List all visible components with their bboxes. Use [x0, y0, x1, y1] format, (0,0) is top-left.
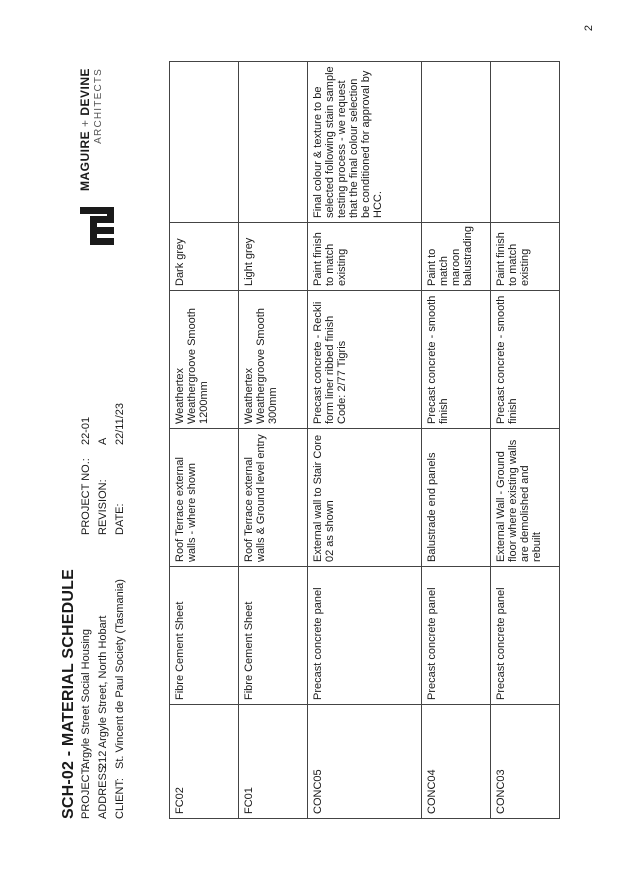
- client-line: [112, 579, 129, 819]
- cell-location: External Wall - Ground floor where existing walls are demolished and rebuilt: [491, 429, 560, 567]
- cell-location: Roof Terrace external walls - where shown: [170, 429, 239, 567]
- date-value: 22/11/23: [114, 402, 126, 445]
- cell-notes: [239, 62, 308, 223]
- cell-location: Balustrade end panels: [422, 429, 491, 567]
- address-label: ADDRESS:: [97, 762, 109, 819]
- cell-colour: Dark grey: [170, 223, 239, 291]
- table-row: [239, 62, 308, 819]
- project-value: Argyle Street Social Housing: [80, 628, 92, 769]
- cell-material: Fibre Cement Sheet: [239, 567, 308, 705]
- table-row: [491, 62, 560, 819]
- cell-material: Precast concrete panel: [308, 567, 422, 705]
- cell-location: External wall to Stair Core 02 as shown: [308, 429, 422, 567]
- project-no-value: 22-01: [80, 416, 92, 445]
- schedule-title: SCH-02 - MATERIAL SCHEDULE: [60, 569, 77, 819]
- cell-material: Precast concrete panel: [422, 567, 491, 705]
- revision-value: A: [97, 437, 109, 445]
- project-label: PROJECT:: [80, 765, 92, 819]
- cell-code: FC02: [170, 705, 239, 819]
- cell-colour: Light grey: [239, 223, 308, 291]
- client-value: St. Vincent de Paul Society (Tasmania): [114, 579, 126, 769]
- cell-colour: Paint to match maroon balustrading: [422, 223, 491, 291]
- revision-line: [95, 403, 112, 535]
- table-row: [170, 62, 239, 819]
- address-value: 212 Argyle Street, North Hobart: [97, 615, 109, 769]
- cell-code: CONC04: [422, 705, 491, 819]
- cell-material: Fibre Cement Sheet: [170, 567, 239, 705]
- project-line: [78, 579, 95, 819]
- mjd-monogram-icon: [76, 199, 118, 247]
- address-line: [95, 579, 112, 819]
- cell-code: CONC05: [308, 705, 422, 819]
- date-label: DATE:: [114, 503, 126, 535]
- cell-finish: Precast concrete - Reckli form liner ribbed finish Code: 2/77 Tigris: [308, 291, 422, 429]
- company-logo: [72, 67, 122, 247]
- logo-plus: +: [78, 119, 92, 127]
- revision-details: [78, 403, 129, 535]
- cell-location: Roof Terrace external walls & Ground level entry: [239, 429, 308, 567]
- cell-finish: Weathertex Weathergroove Smooth 1200mm: [170, 291, 239, 429]
- project-no-line: [78, 403, 95, 535]
- logo-wordmark: [78, 68, 104, 191]
- cell-colour: Paint finish to match existing: [491, 223, 560, 291]
- cell-finish: Precast concrete - smooth finish: [422, 291, 491, 429]
- page-number: 2: [583, 24, 596, 32]
- revision-label: REVISION:: [97, 479, 109, 535]
- material-schedule-table: [169, 61, 560, 819]
- client-label: CLIENT:: [114, 778, 126, 819]
- date-line: [112, 403, 129, 535]
- cell-code: FC01: [239, 705, 308, 819]
- cell-finish: Precast concrete - smooth finish: [491, 291, 560, 429]
- cell-colour: Paint finish to match existing: [308, 223, 422, 291]
- logo-subtitle: ARCHITECTS: [93, 67, 104, 144]
- logo-brand: [78, 68, 92, 191]
- cell-notes: [422, 62, 491, 223]
- table-row: [422, 62, 491, 819]
- cell-finish: Weathertex Weathergroove Smooth 300mm: [239, 291, 308, 429]
- project-no-label: PROJECT NO.:: [80, 458, 92, 535]
- cell-code: CONC03: [491, 705, 560, 819]
- cell-notes: Final colour & texture to be selected following stain sample testing process - we request that the final colour selection be conditioned for approval by HCC.: [308, 62, 422, 223]
- cell-material: Precast concrete panel: [491, 567, 560, 705]
- table-row: [308, 62, 422, 819]
- project-details: [78, 579, 129, 819]
- cell-notes: [170, 62, 239, 223]
- logo-name-b: DEVINE: [78, 67, 92, 116]
- cell-notes: [491, 62, 560, 223]
- logo-name-a: MAGUIRE: [78, 130, 92, 191]
